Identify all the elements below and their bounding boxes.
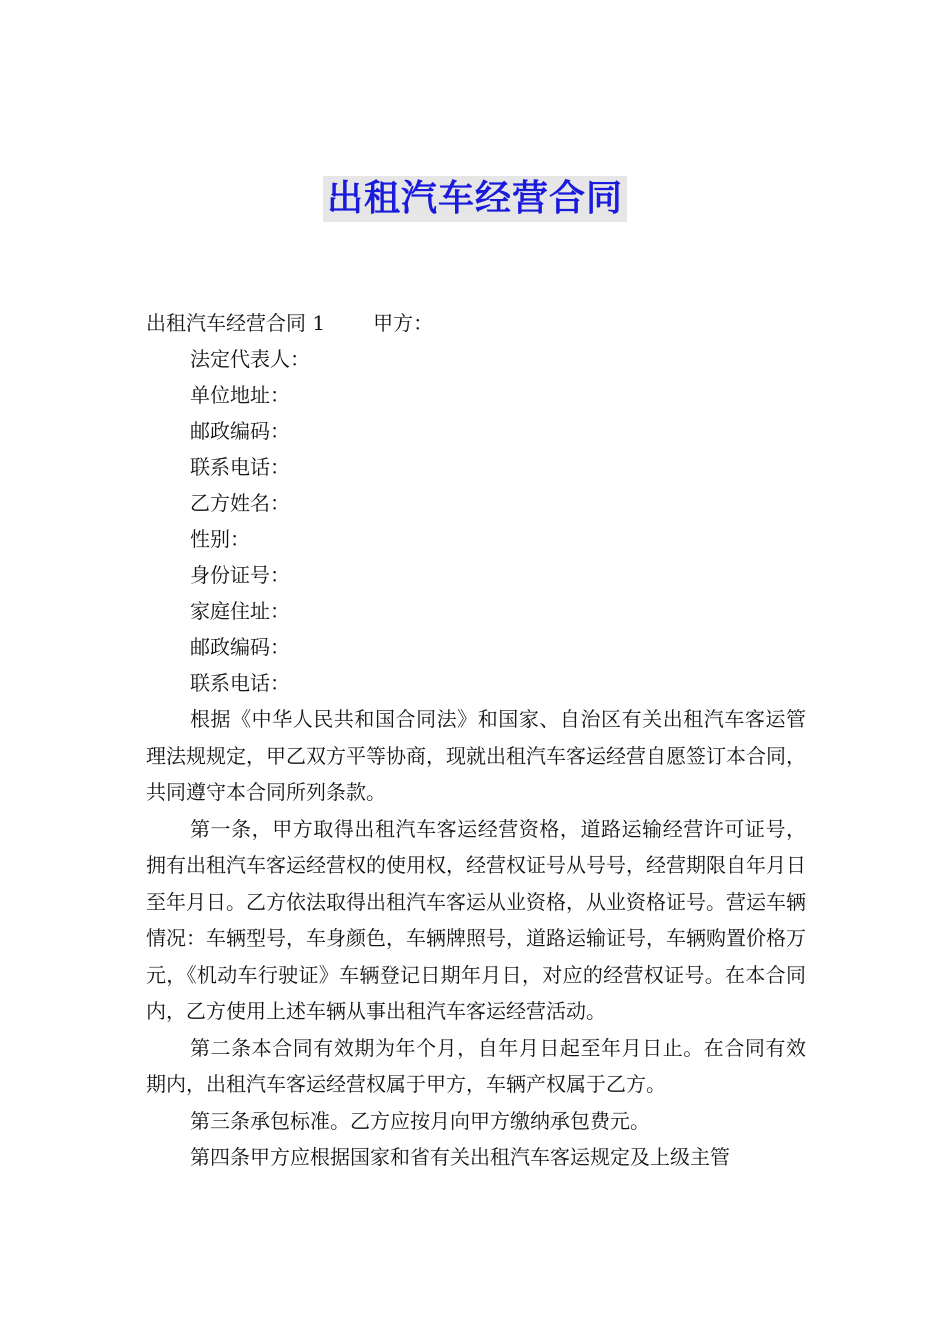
party-a-label: 甲方： [373, 311, 434, 335]
field-party-b-name: 乙方姓名： [190, 491, 290, 515]
title-container [0, 176, 950, 222]
paragraph-article-3: 第三条承包标准。乙方应按月向甲方缴纳承包费元。 [190, 1108, 650, 1133]
field-id-number: 身份证号： [190, 563, 290, 587]
field-postal-code-a: 邮政编码： [190, 419, 290, 443]
field-home-address: 家庭住址： [190, 599, 290, 623]
paragraph-article-2: 第二条本合同有效期为年个月，自年月日起至年月日止。在合同有效期内，出租汽车客运经营权属于甲方，车辆产权属于乙方。 [146, 1035, 806, 1096]
document-title: 出租汽车经营合同 [323, 176, 627, 222]
contract-heading-line [146, 305, 806, 341]
field-phone-b: 联系电话： [190, 671, 290, 695]
contract-number-label: 出租汽车经营合同 1 [146, 311, 326, 335]
field-legal-representative: 法定代表人： [190, 347, 310, 371]
field-phone-a: 联系电话： [190, 455, 290, 479]
field-gender: 性别： [190, 527, 250, 551]
document-body [146, 305, 806, 1176]
field-unit-address: 单位地址： [190, 383, 290, 407]
paragraph-preamble: 根据《中华人民共和国合同法》和国家、自治区有关出租汽车客运管理法规规定，甲乙双方平等协商，现就出租汽车客运经营自愿签订本合同，共同遵守本合同所列条款。 [146, 707, 806, 804]
paragraph-article-1: 第一条，甲方取得出租汽车客运经营资格，道路运输经营许可证号，拥有出租汽车客运经营权的使用权，经营权证号从号号，经营期限自年月日至年月日。乙方依法取得出租汽车客运从业资格，从业资格证号。营运车辆情况：车辆型号，车身颜色，车辆牌照号，道路运输证号，车辆购置价格万元，《机动车行驶证》车辆登记日期年月日，对应的经营权证号。在本合同内，乙方使用上述车辆从事出租汽车客运经营活动。 [146, 816, 806, 1023]
paragraph-article-4: 第四条甲方应根据国家和省有关出租汽车客运规定及上级主管 [190, 1145, 730, 1169]
field-postal-code-b: 邮政编码： [190, 635, 290, 659]
